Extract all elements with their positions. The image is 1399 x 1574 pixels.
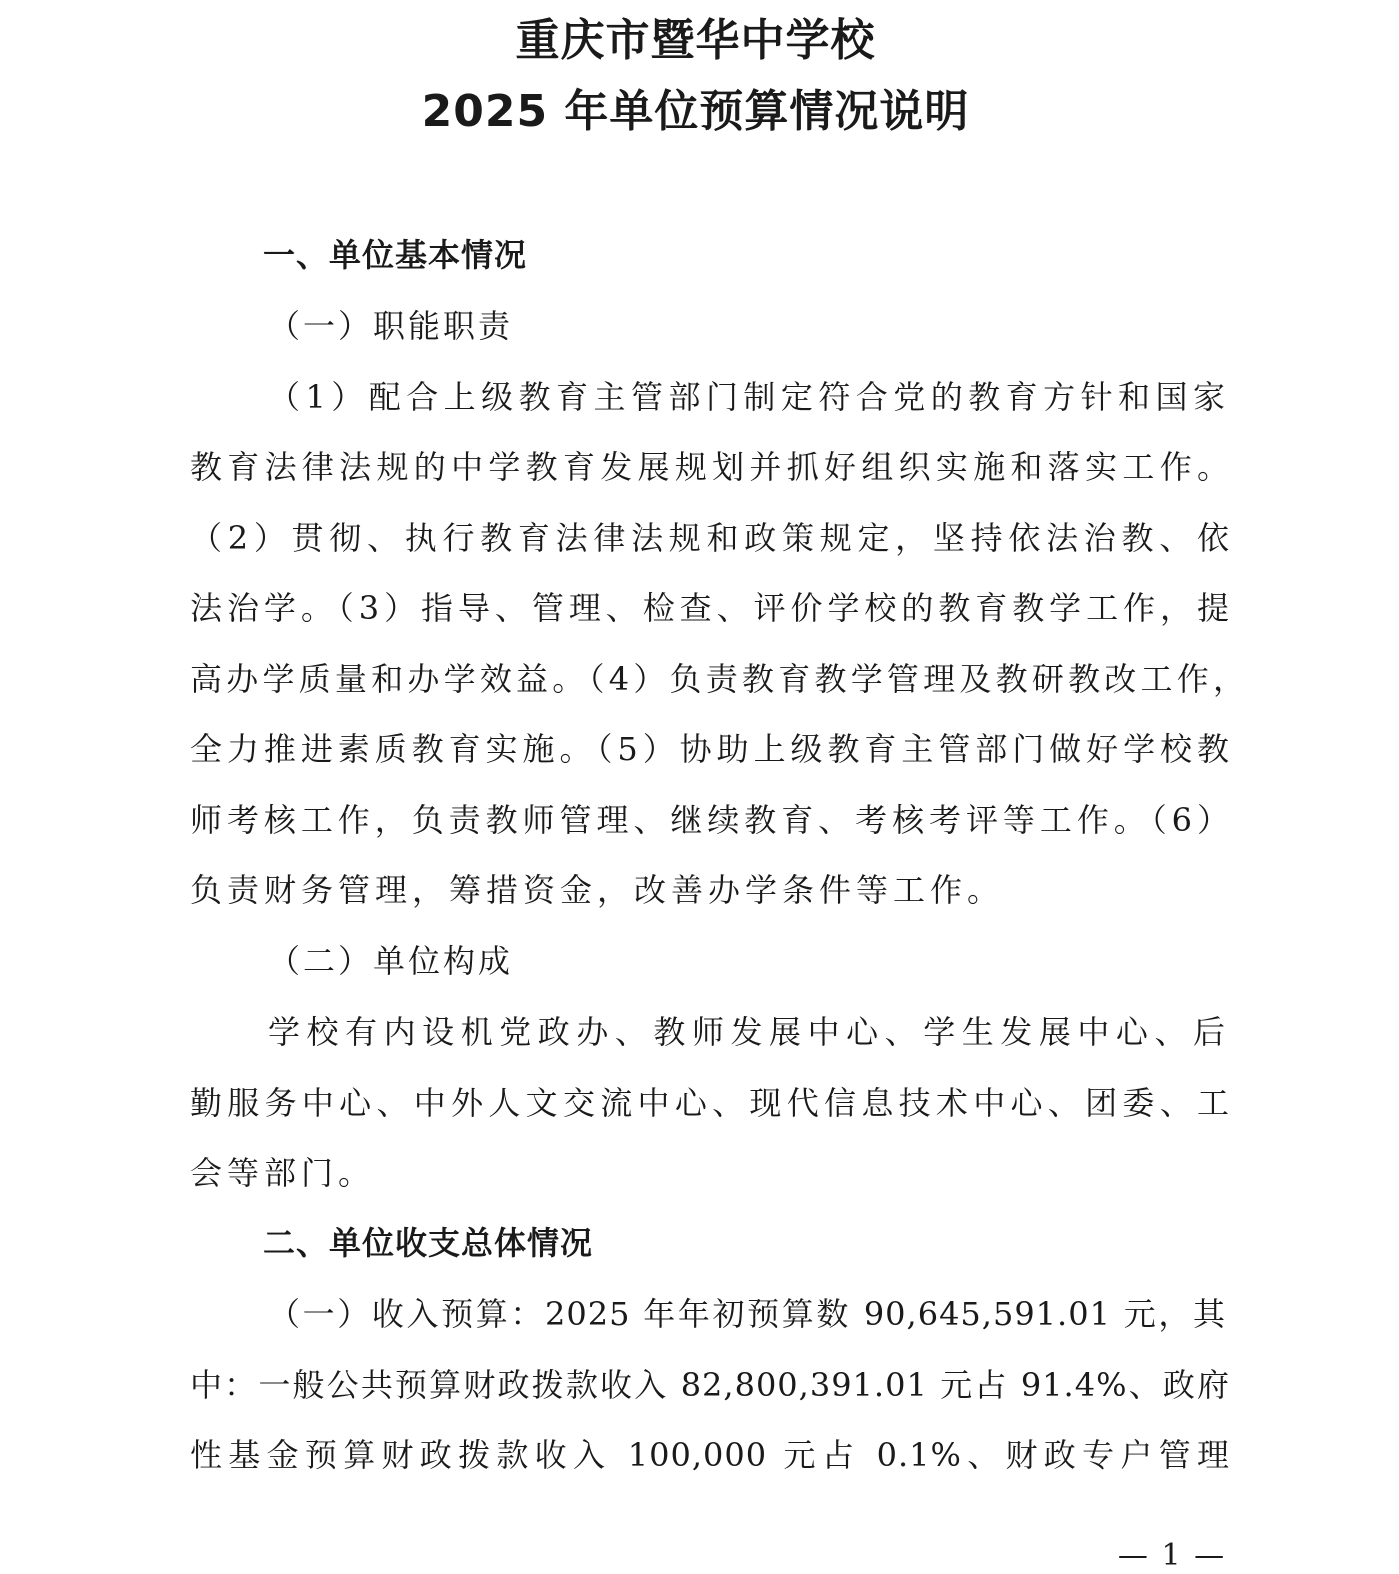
paragraph-line: 会等部门。 [190, 1154, 376, 1192]
paragraph-line: （一）收入预算：2025 年年初预算数 90,645,591.01 元，其 [268, 1295, 1226, 1333]
paragraph-line: 全力推进素质教育实施。（5）协助上级教育主管部门做好学校教 [190, 730, 1230, 768]
section-heading-basic-info: 一、单位基本情况 [263, 236, 528, 274]
page-number: — 1 — [1117, 1538, 1227, 1573]
section-heading-budget-overview: 二、单位收支总体情况 [263, 1224, 594, 1262]
subsection-heading-composition: （二）单位构成 [268, 942, 514, 980]
paragraph-line: 勤服务中心、中外人文交流中心、现代信息技术中心、团委、工 [190, 1084, 1230, 1122]
paragraph-line: 中：一般公共预算财政拨款收入 82,800,391.01 元占 91.4%、政府 [190, 1366, 1230, 1404]
paragraph-line: 教育法律法规的中学教育发展规划并抓好组织实施和落实工作。 [190, 448, 1230, 486]
paragraph-line: 师考核工作，负责教师管理、继续教育、考核考评等工作。（6） [190, 801, 1230, 839]
paragraph-line: （1）配合上级教育主管部门制定符合党的教育方针和国家 [268, 378, 1226, 416]
paragraph-line: （2）贯彻、执行教育法律法规和政策规定，坚持依法治教、依 [190, 519, 1230, 557]
paragraph-line: 性基金预算财政拨款收入 100,000 元占 0.1%、财政专户管理 [190, 1436, 1230, 1474]
paragraph-line: 法治学。（3）指导、管理、检查、评价学校的教育教学工作，提 [190, 589, 1230, 627]
document-subtitle: 2025 年单位预算情况说明 [421, 86, 970, 137]
subsection-heading-duties: （一）职能职责 [268, 307, 514, 345]
document-title: 重庆市暨华中学校 [515, 15, 876, 66]
paragraph-line: 学校有内设机党政办、教师发展中心、学生发展中心、后 [268, 1013, 1226, 1051]
paragraph-line: 负责财务管理，筹措资金，改善办学条件等工作。 [190, 871, 1005, 909]
paragraph-line: 高办学质量和办学效益。（4）负责教育教学管理及教研教改工作， [190, 660, 1246, 698]
